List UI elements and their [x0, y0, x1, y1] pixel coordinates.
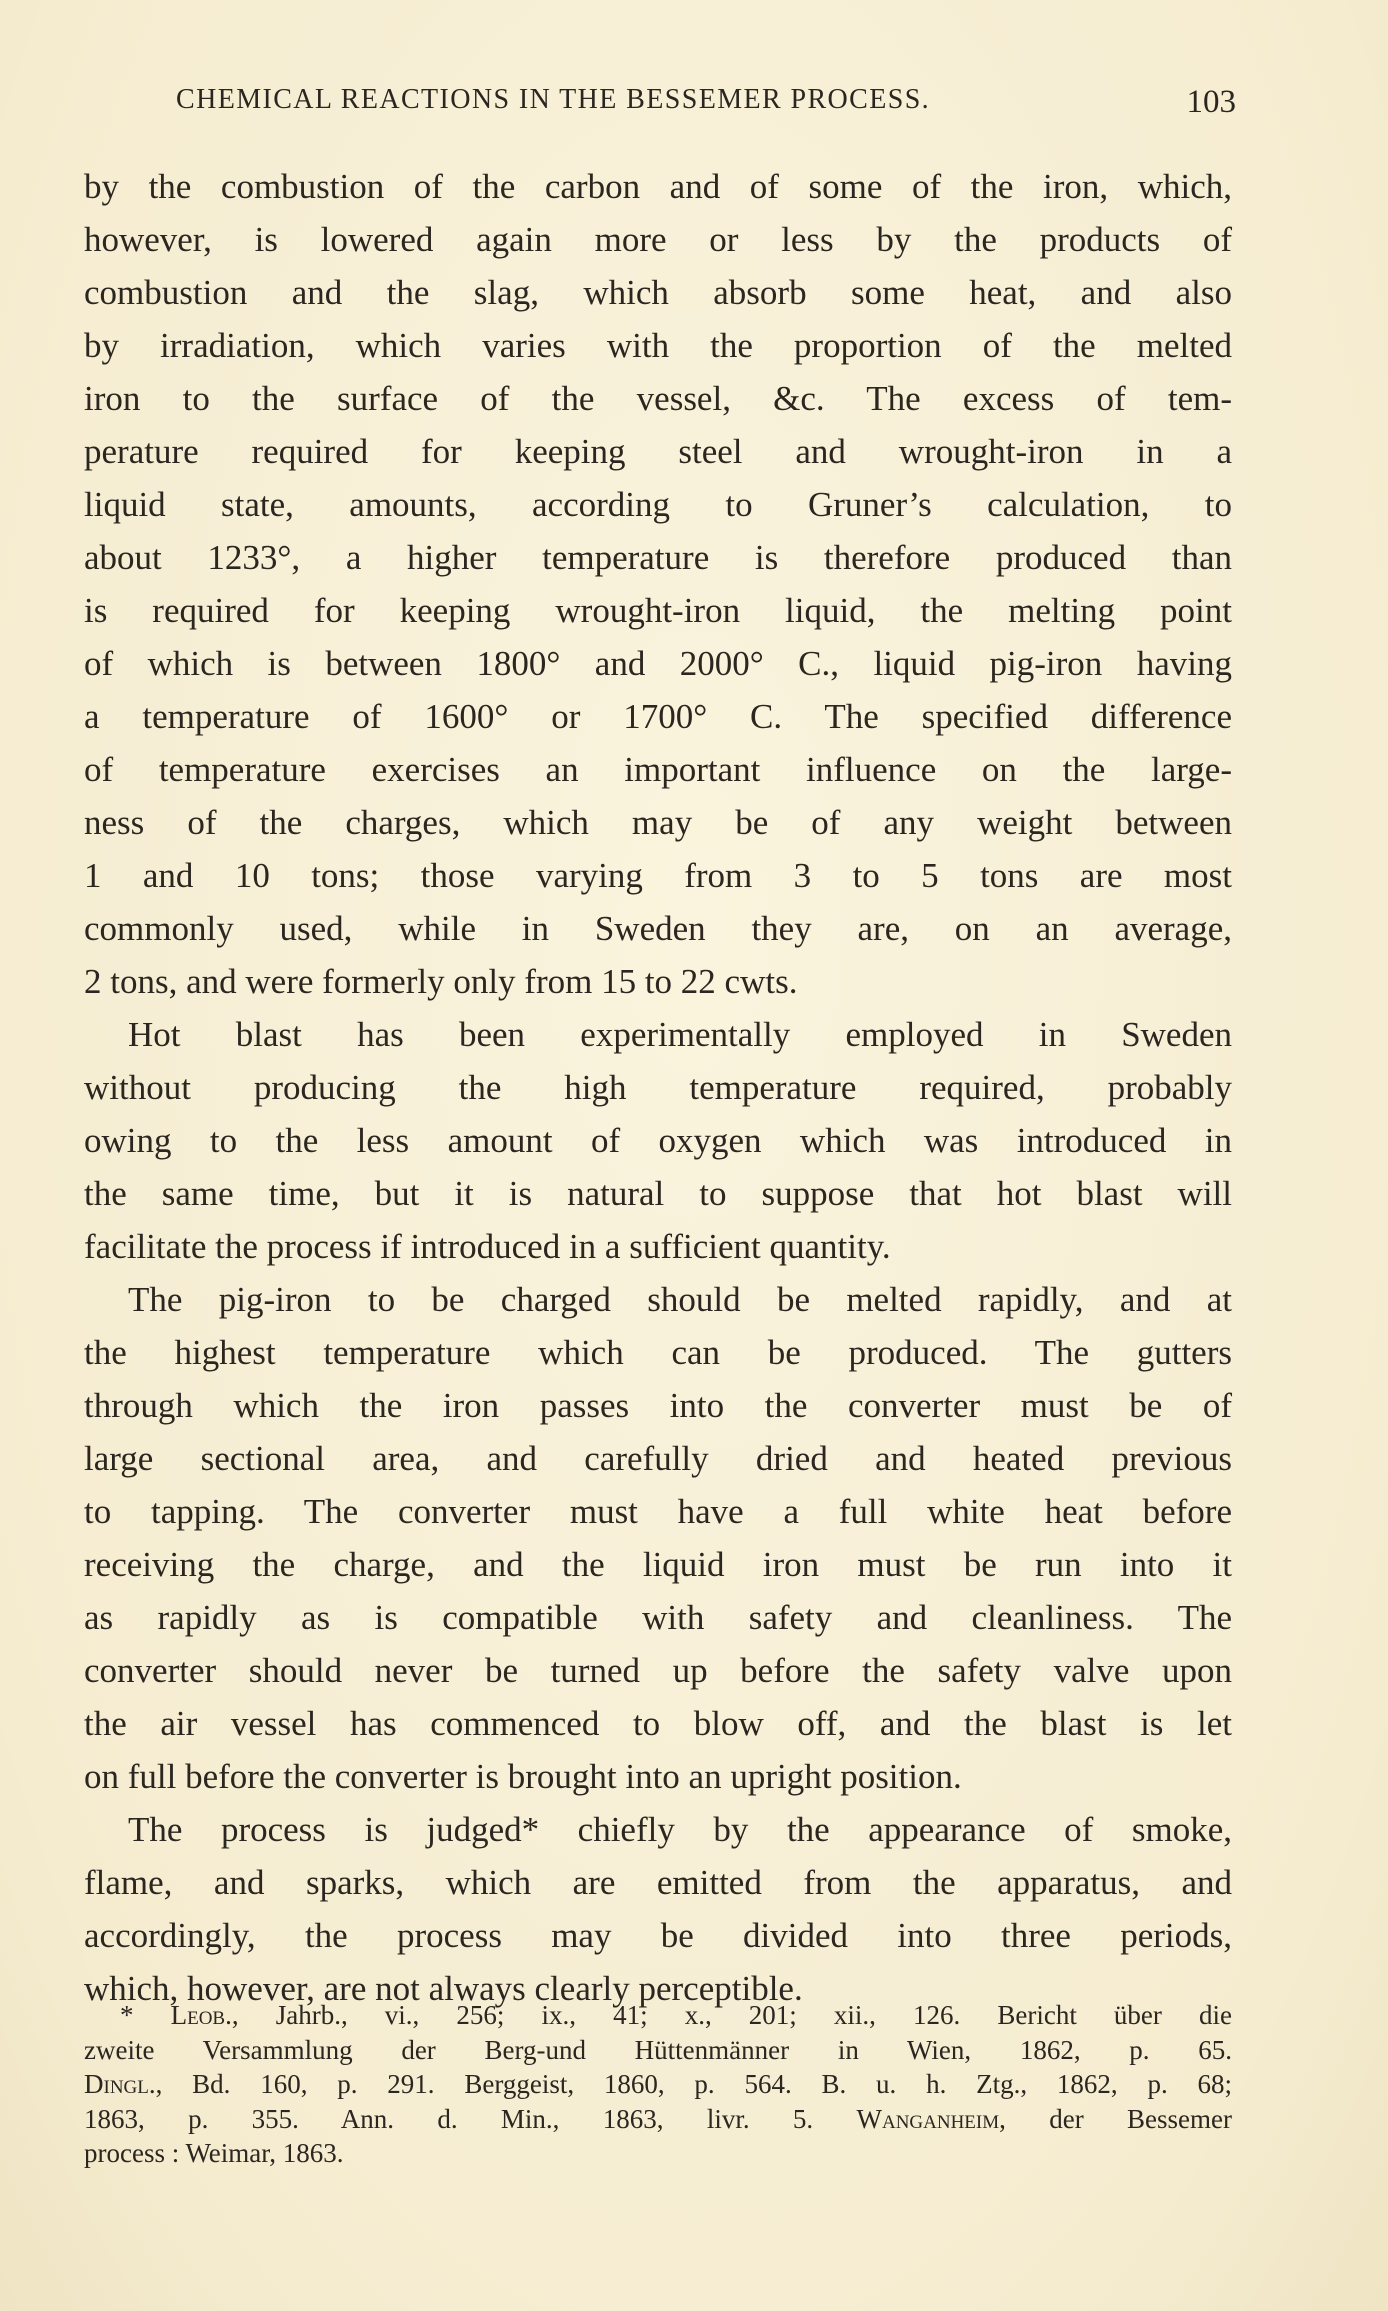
- text-line: perature required for keeping steel and wrought-iron in a: [84, 432, 1232, 471]
- text-line: to tapping. The converter must have a full white heat before: [84, 1492, 1232, 1531]
- text-line: through which the iron passes into the converter must be of: [84, 1386, 1232, 1425]
- footnote-line: [84, 2102, 1232, 2137]
- text-line: 2 tons, and were formerly only from 15 to 22 cwts.: [84, 962, 798, 1001]
- text-line: 1 and 10 tons; those varying from 3 to 5 tons are most: [84, 856, 1232, 895]
- text-line: about 1233°, a higher temperature is therefore produced than: [84, 538, 1232, 577]
- text-line: liquid state, amounts, according to Gruner’s calculation, to: [84, 485, 1232, 524]
- text-line: The process is judged* chiefly by the appearance of smoke,: [128, 1810, 1232, 1849]
- footnote-author: Dingl.: [84, 2069, 156, 2100]
- footnote-text: zweite Versammlung der Berg-und Hüttenmänner in Wien, 1862, p. 65.: [84, 2034, 1232, 2065]
- text-line: iron to the surface of the vessel, &c. The excess of tem-: [84, 379, 1232, 418]
- text-line: Hot blast has been experimentally employed in Sweden: [128, 1015, 1232, 1054]
- text-line: is required for keeping wrought-iron liquid, the melting point: [84, 591, 1232, 630]
- body-text: [84, 160, 1232, 2015]
- footnote-text: 1863, p. 355. Ann. d. Min., 1863, livr. 5.: [84, 2103, 857, 2134]
- text-line: as rapidly as is compatible with safety and cleanliness. The: [84, 1598, 1232, 1637]
- footnote-line: [120, 1998, 1232, 2033]
- footnote-text: , Bd. 160, p. 291. Berggeist, 1860, p. 564. B. u. h. Ztg., 1862, p. 68;: [155, 2069, 1232, 2100]
- text-line: ness of the charges, which may be of any weight between: [84, 803, 1232, 842]
- running-title: CHEMICAL REACTIONS IN THE BESSEMER PROCESS.: [176, 84, 931, 115]
- text-line: accordingly, the process may be divided into three periods,: [84, 1916, 1232, 1955]
- text-line: the same time, but it is natural to suppose that hot blast will: [84, 1174, 1232, 1213]
- text-line: of which is between 1800° and 2000° C., liquid pig-iron having: [84, 644, 1232, 683]
- text-line: on full before the converter is brought into an upright position.: [84, 1757, 962, 1796]
- text-line: The pig-iron to be charged should be melted rapidly, and at: [128, 1280, 1232, 1319]
- text-line: converter should never be turned up before the safety valve upon: [84, 1651, 1232, 1690]
- text-line: combustion and the slag, which absorb some heat, and also: [84, 273, 1232, 312]
- text-line: without producing the high temperature required, probably: [84, 1068, 1232, 1107]
- text-line: which, however, are not always clearly perceptible.: [84, 1969, 803, 2008]
- text-line: flame, and sparks, which are emitted from the apparatus, and: [84, 1863, 1232, 1902]
- page-number: 103: [1186, 84, 1236, 120]
- footnote-author: Wanganheim: [856, 2103, 1000, 2134]
- footnote-line: [84, 2033, 1232, 2068]
- text-line: facilitate the process if introduced in a sufficient quantity.: [84, 1227, 891, 1266]
- footnote-line: [84, 2136, 1232, 2171]
- footnotes: [84, 1998, 1232, 2171]
- footnote-text: , Jahrb., vi., 256; ix., 41; x., 201; xii., 126. Bericht über die: [231, 2000, 1232, 2030]
- text-line: of temperature exercises an important influence on the large-: [84, 750, 1232, 789]
- text-line: however, is lowered again more or less by the products of: [84, 220, 1232, 259]
- footnote-line: [84, 2067, 1232, 2102]
- footnote-text: *: [120, 2000, 171, 2030]
- footnote-text: process : Weimar, 1863.: [84, 2138, 344, 2169]
- text-line: by irradiation, which varies with the proportion of the melted: [84, 326, 1232, 365]
- text-line: commonly used, while in Sweden they are, on an average,: [84, 909, 1232, 948]
- text-line: owing to the less amount of oxygen which was introduced in: [84, 1121, 1232, 1160]
- text-line: by the combustion of the carbon and of some of the iron, which,: [84, 167, 1232, 206]
- text-line: the air vessel has commenced to blow off, and the blast is let: [84, 1704, 1232, 1743]
- footnote-author: Leob.: [170, 2000, 232, 2030]
- text-line: a temperature of 1600° or 1700° C. The specified difference: [84, 697, 1232, 736]
- footnote-text: , der Bessemer: [999, 2103, 1232, 2134]
- running-header: [176, 80, 1236, 120]
- text-line: the highest temperature which can be produced. The gutters: [84, 1333, 1232, 1372]
- text-line: large sectional area, and carefully dried and heated previous: [84, 1439, 1232, 1478]
- text-line: receiving the charge, and the liquid iron must be run into it: [84, 1545, 1232, 1584]
